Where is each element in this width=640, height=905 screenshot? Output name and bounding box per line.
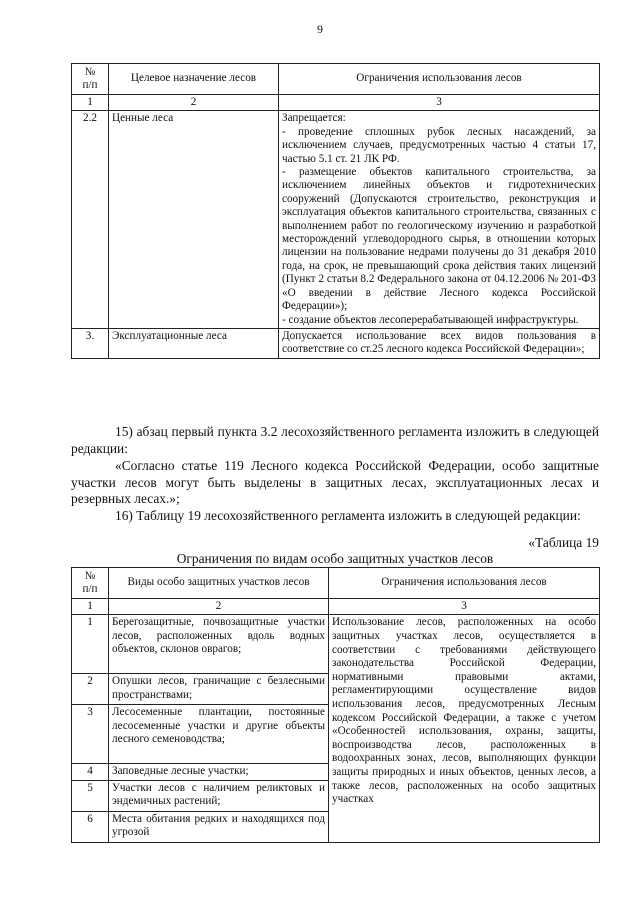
column-index: 2	[109, 95, 279, 111]
row-type: Участки лесов с наличием реликтовых и эндемичных растений;	[109, 780, 329, 811]
table-reference: «Таблица 19	[528, 535, 599, 550]
column-index: 1	[72, 95, 109, 111]
row-number: 1	[72, 615, 109, 674]
column-header-restrictions: Ограничения использования лесов	[329, 568, 600, 599]
table-header-row	[72, 64, 600, 95]
row-number: 2.2	[72, 111, 109, 329]
table-row	[72, 615, 600, 674]
row-number: 3	[72, 705, 109, 764]
row-number: 4	[72, 764, 109, 780]
table-row	[72, 111, 600, 329]
column-header-type: Виды особо защитных участков лесов	[109, 568, 329, 599]
row-number: 3.	[72, 328, 109, 358]
row-type: Лесосеменные плантации, постоянные лесосеменные участки и другие объекты лесного семеноводства;	[109, 705, 329, 764]
row-restrictions: Допускается использование всех видов пользования в соответствие со ст.25 лесного кодекса Российской Федерации»;	[279, 328, 600, 358]
row-purpose: Эксплуатационные леса	[109, 328, 279, 358]
column-index: 3	[329, 599, 600, 615]
table-row	[72, 328, 600, 358]
protective-areas-table	[71, 567, 600, 843]
column-header-number: № п/п	[72, 568, 109, 599]
column-index: 3	[279, 95, 600, 111]
column-header-number: № п/п	[72, 64, 109, 95]
row-restrictions: Запрещается: - проведение сплошных рубок лесных насаждений, за исключением случаев, предусмотренных частью 4 статьи 17, частью 5.1 ст. 21 ЛК РФ. - размещение объектов капитального строительства, за исключением линейных объектов и гидротехнических сооружений (Допускаются строительство, реконструкция и эксплуатация объектов капитального строительства, связанных с выполнением работ по геологическому изучению и разработкой месторождений углеводородного сырья, в отношении которых лицензии на пользование недрами получены до 31 декабря 2010 года, на срок, не превышающий срока действия таких лицензий (Пункт 2 статьи 8.2 Федерального закона от 04.12.2006 № 201-ФЗ «О введении в действие Лесного кодекса Российской Федерации»); - создание объектов лесоперерабатывающей инфраструктуры.	[279, 111, 600, 329]
row-type: Места обитания редких и находящихся под угрозой	[109, 811, 329, 842]
row-type: Опушки лесов, граничащие с безлесными пространствами;	[109, 674, 329, 705]
column-index-row	[72, 599, 600, 615]
column-index: 2	[109, 599, 329, 615]
paragraph-15-quote: «Согласно статье 119 Лесного кодекса Российской Федерации, особо защитные участки лесов могут быть выделены в защитных лесах, эксплуатационных лесах и резервных лесах.»;	[71, 458, 599, 506]
row-number: 5	[72, 780, 109, 811]
column-header-restrictions: Ограничения использования лесов	[279, 64, 600, 95]
column-index: 1	[72, 599, 109, 615]
table-header-row	[72, 568, 600, 599]
row-number: 6	[72, 811, 109, 842]
row-purpose: Ценные леса	[109, 111, 279, 329]
row-type: Берегозащитные, почвозащитные участки лесов, расположенных вдоль водных объектов, склонов оврагов;	[109, 615, 329, 674]
column-header-purpose: Целевое назначение лесов	[109, 64, 279, 95]
row-type: Заповедные лесные участки;	[109, 764, 329, 780]
row-number: 2	[72, 674, 109, 705]
table-caption: Ограничения по видам особо защитных участков лесов	[176, 551, 494, 566]
paragraph-16: 16) Таблицу 19 лесохозяйственного регламента изложить в следующей редакции:	[115, 508, 581, 523]
column-index-row	[72, 95, 600, 111]
page-number: 9	[317, 22, 323, 36]
row-restrictions: Использование лесов, расположенных на особо защитных участках лесов, осуществляется в соответствии с требованиями действующего законодательства Российской Федерации, нормативными правовыми актами, регламентирующими осуществление видов использования лесов, предусмотренных Лесным кодексом Российской Федерации, а также с учетом «Особенностей использования, охраны, защиты, воспроизводства лесов, расположенных в водоохранных зонах, лесов, выполняющих функции защиты природных и иных объектов, ценных лесов, а также лесов, расположенных на особо защитных участках	[329, 615, 600, 842]
forest-purpose-table	[71, 63, 600, 359]
paragraph-15: 15) абзац первый пункта 3.2 лесохозяйственного регламента изложить в следующей редакции:	[71, 424, 599, 456]
